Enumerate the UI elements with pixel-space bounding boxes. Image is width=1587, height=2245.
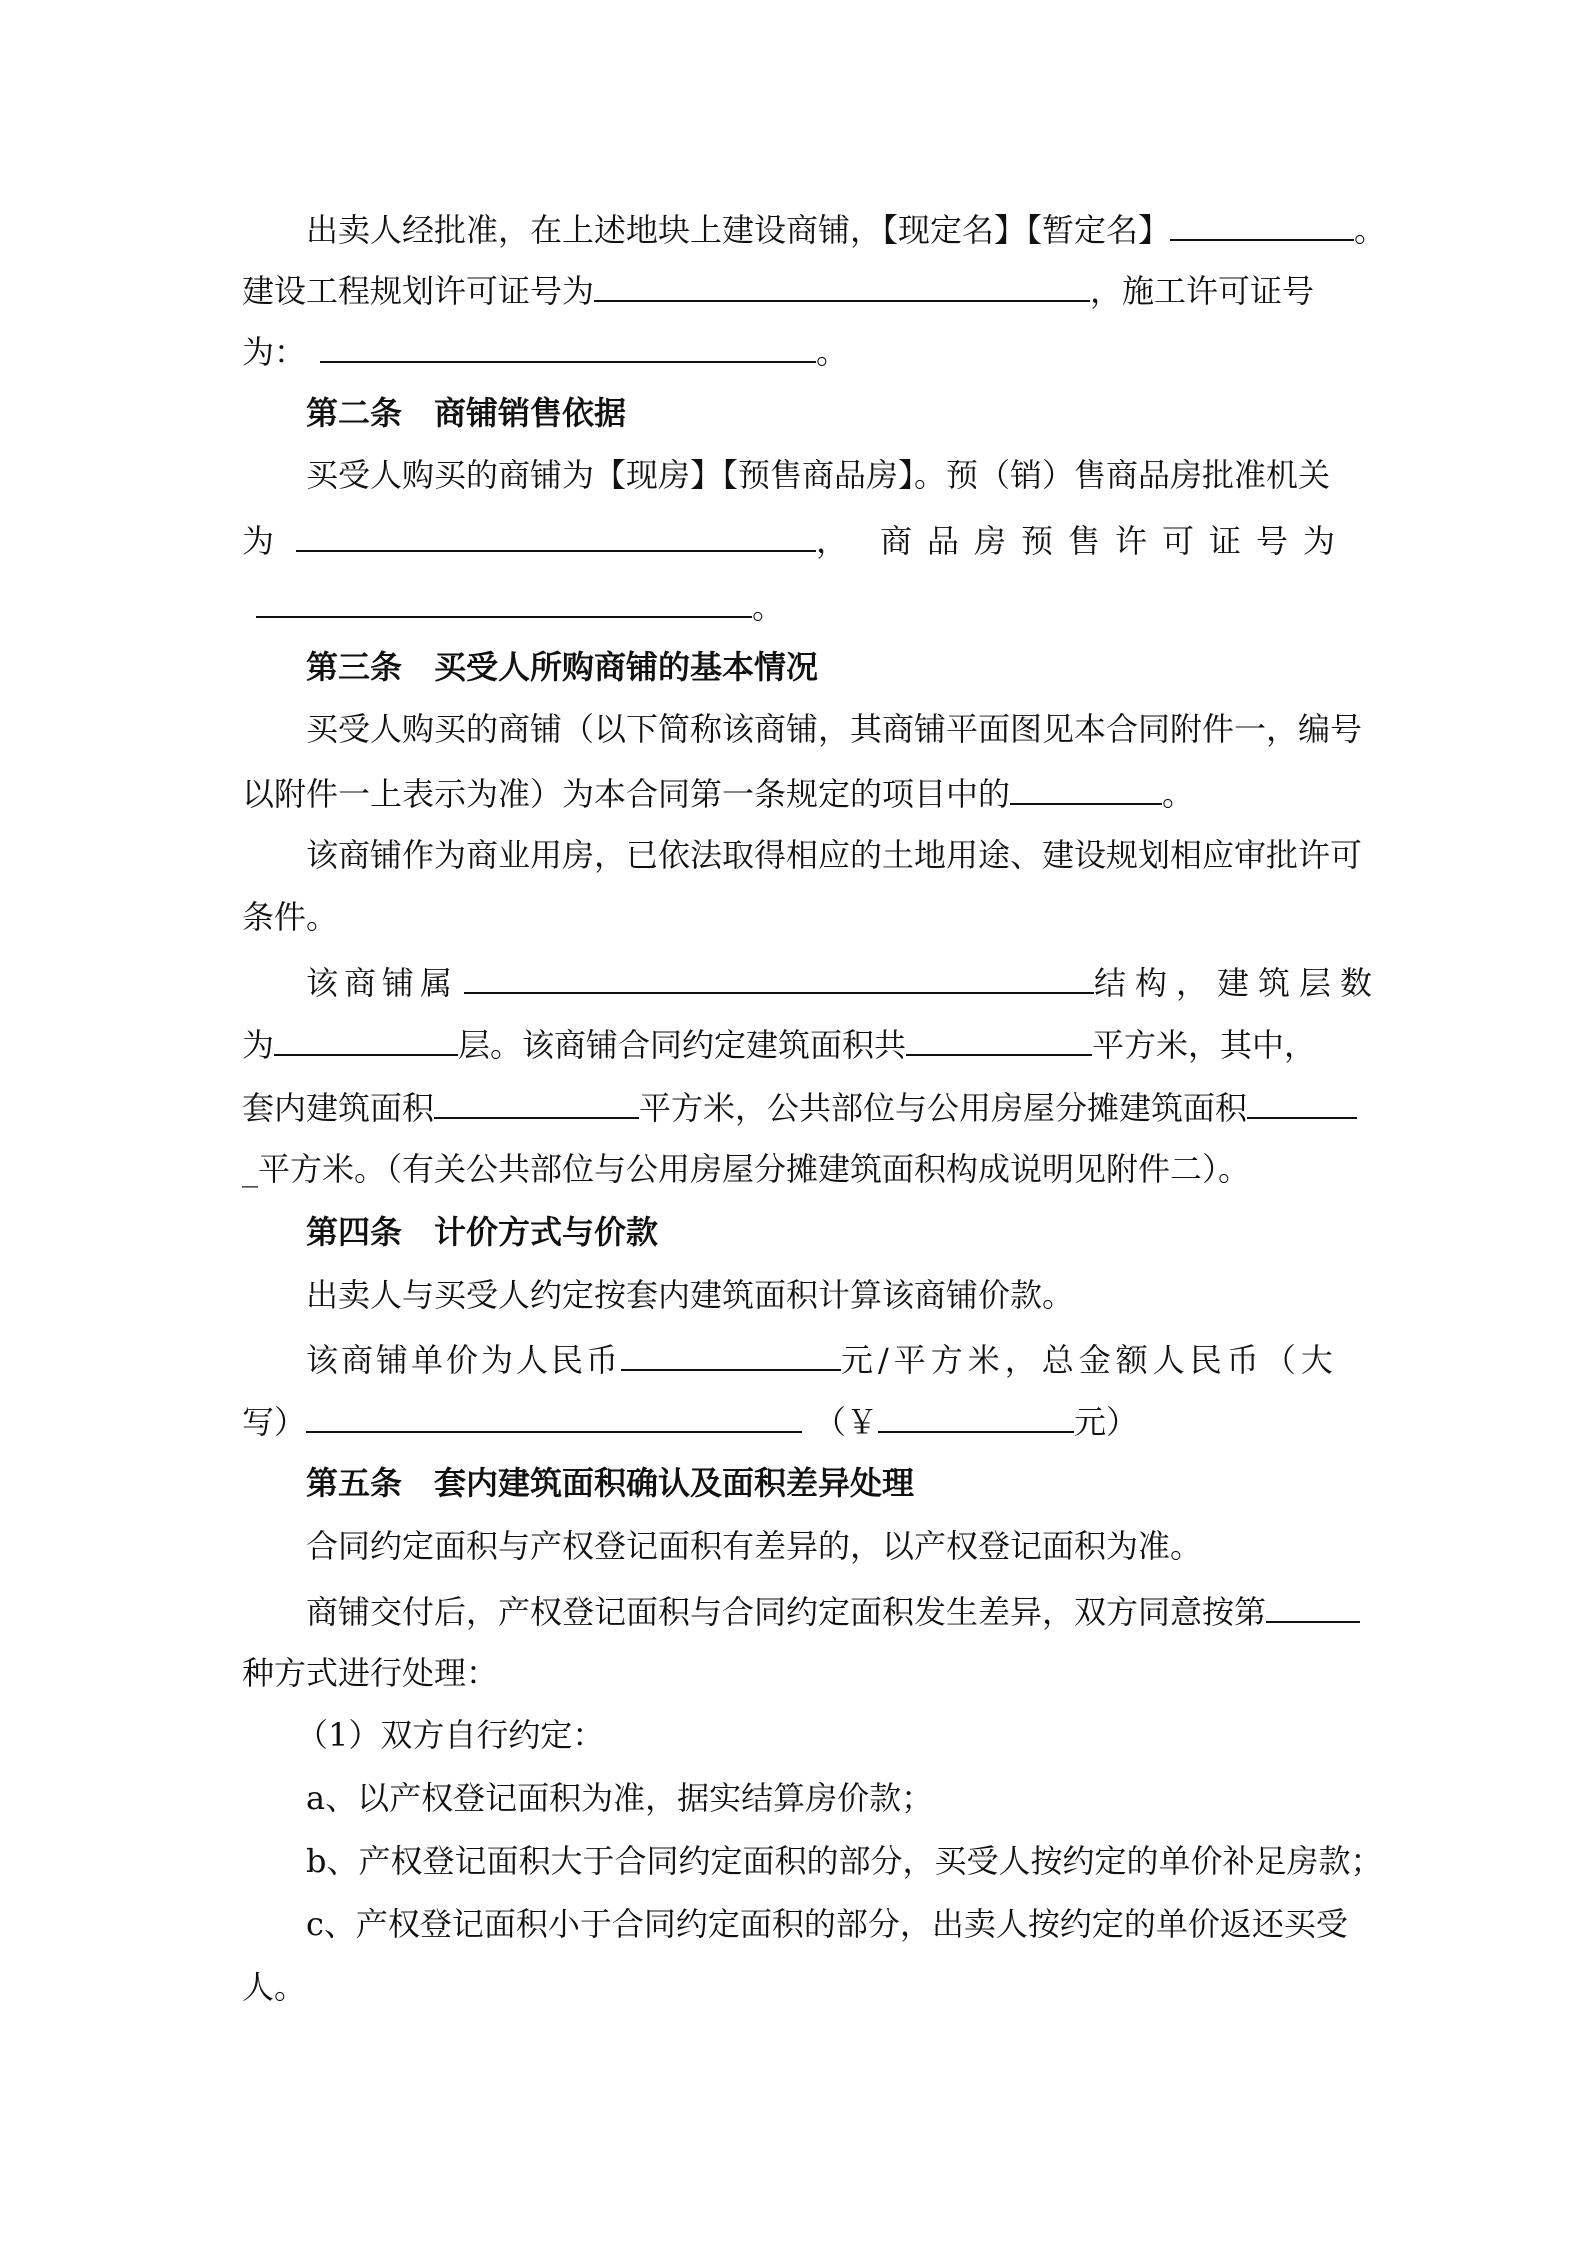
text: 该商铺属 [306,964,459,1002]
paragraph-line [242,329,1352,371]
text: 结构，建筑层数 [1094,964,1382,1002]
text: 建设工程规划许可证号为 [242,272,595,310]
paragraph-line: _平方米。（有关公共部位与公用房屋分摊建筑面积构成说明见附件二）。 [242,1150,1251,1188]
text: 出卖人经批准，在上述地块上建设商铺，【现定名】【暂定名】 [306,211,1171,249]
paragraph-line [242,1085,1352,1127]
text: 。 [1162,775,1195,813]
paragraph-line: 合同约定面积与产权登记面积有差异的，以产权登记面积为准。 [306,1527,1203,1565]
text: 。 [816,333,849,371]
blank-shop-number [1010,771,1162,805]
blank-structure [464,960,1094,994]
blank-total-area [906,1022,1092,1056]
paragraph-line: 人。 [242,1968,307,2006]
paragraph-line [306,1337,1352,1379]
paragraph-line [306,1589,1352,1631]
blank-inner-area [434,1085,639,1119]
paragraph-line: 条件。 [242,898,339,936]
paragraph-line [242,1399,1352,1441]
text: 为 [242,1026,275,1064]
blank-total-amount-figures [878,1399,1074,1433]
list-item: c、产权登记面积小于合同约定面积的部分，出卖人按约定的单价返还买受 [306,1905,1348,1943]
section-heading: 第四条 计价方式与价款 [306,1213,659,1251]
text: （￥ [814,1403,879,1441]
text: ， [816,522,849,560]
blank-method-choice [1266,1589,1360,1623]
blank-project-name [1170,207,1354,241]
blank-approval-authority [296,518,816,552]
paragraph-line [242,518,1352,560]
text: ，施工许可证号 [1090,272,1315,310]
paragraph-line [242,1022,1352,1064]
paragraph-line [242,268,1352,310]
blank-unit-price [621,1337,841,1371]
list-item: b、产权登记面积大于合同约定面积的部分，买受人按约定的单价补足房款； [306,1842,1383,1880]
paragraph-line: 出卖人与买受人约定按套内建筑面积计算该商铺价款。 [306,1276,1075,1314]
paragraph-line: （1）双方自行约定： [296,1716,605,1754]
blank-construction-permit [320,329,816,363]
section-heading: 第二条 商铺销售依据 [306,394,627,432]
paragraph-line [242,584,1352,626]
paragraph-line: 买受人购买的商铺（以下简称该商铺，其商铺平面图见本合同附件一，编号 [306,710,1363,748]
paragraph-line: 种方式进行处理： [242,1654,499,1692]
text: 商铺交付后，产权登记面积与合同约定面积发生差异，双方同意按第 [306,1593,1267,1631]
blank-total-amount-words [306,1399,802,1433]
blank-floors [274,1022,458,1056]
text: 套内建筑面积 [242,1089,435,1127]
text: 该商铺单价为人民币 [306,1341,622,1379]
text: 元/平方米，总金额人民币（大 [841,1341,1338,1379]
paragraph-line [306,207,1387,249]
text: 。 [1354,211,1387,249]
text: 为 [242,522,275,560]
text: 为： [242,333,307,371]
text: 平方米，其中， [1092,1026,1317,1064]
paragraph-line: 该商铺作为商业用房，已依法取得相应的土地用途、建设规划相应审批许可 [306,836,1363,874]
section-heading: 第三条 买受人所购商铺的基本情况 [306,648,819,686]
text: 平方米，公共部位与公用房屋分摊建筑面积 [639,1089,1248,1127]
blank-presale-permit [256,584,752,618]
blank-shared-area [1247,1085,1357,1119]
text: 写） [242,1403,307,1441]
text: 层。该商铺合同约定建筑面积共 [458,1026,907,1064]
paragraph-line [306,960,1382,1002]
text: 以附件一上表示为准）为本合同第一条规定的项目中的 [242,775,1011,813]
text: 元） [1074,1403,1139,1441]
paragraph-line: 买受人购买的商铺为【现房】【预售商品房】。预（销）售商品房批准机关 [306,456,1331,494]
text: 商品房预售许可证号为 [880,522,1351,560]
list-item: a、以产权登记面积为准，据实结算房价款； [306,1779,934,1817]
section-heading: 第五条 套内建筑面积确认及面积差异处理 [306,1464,915,1502]
paragraph-line [242,771,1352,813]
blank-planning-permit [594,268,1090,302]
text: 。 [752,588,785,626]
